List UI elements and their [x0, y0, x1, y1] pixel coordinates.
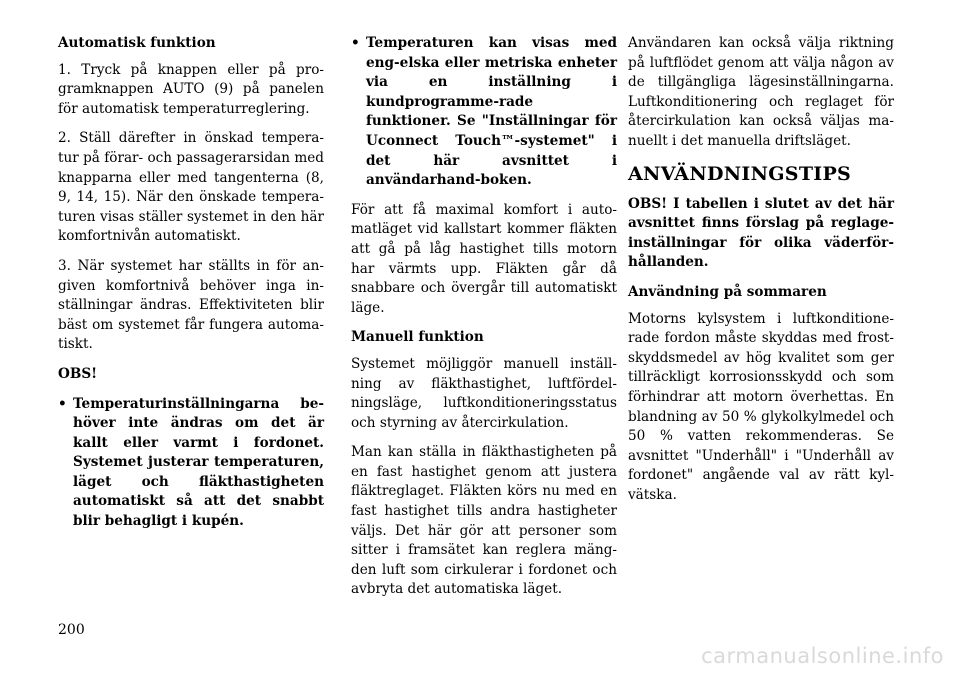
column-left [58, 34, 324, 542]
cold-start-paragraph: För att få maximal komfort i auto-matläget vid kallstart kommer fläkten att gå på låg hastighet tills motorn har värmts upp. Fläkten går då snabbare och övergår till automatiskt läge. [351, 201, 617, 316]
obs-table-note: OBS! I tabellen i slutet av det här avsnittet finns förslag på reglage-inställningar för olika väderför-hållanden. [628, 195, 894, 271]
bullet-glyph: • [351, 35, 360, 51]
obs-bullet-temperature [58, 395, 324, 532]
coolant-paragraph: Motorns kylsystem i luftkonditione-rade fordon måste skyddas med frost-skyddsmedel av hög kvalitet som ger tillräckligt korrosionsskydd och som förhindrar att motorn överhettas. En blandning av 50 % glykolkylmedel och 50 % vatten rekommenderas. Se avsnittet "Underhåll" i "Underhåll av fordonet" angående val av rätt kyl-vätska. [628, 310, 894, 503]
heading-manuell-funktion: Manuell funktion [351, 329, 484, 346]
step-2-paragraph: 2. Ställ därefter in önskad tempera-tur på förar- och passagerarsidan med knapparna eller med tangenterna (8, 9, 14, 15). När den önskade tempera-turen visas ställer systemet in den här komfortnivån automatiskt. [58, 130, 324, 245]
column-middle [351, 34, 617, 610]
watermark: carmanualsonline.info [701, 644, 944, 668]
units-list [351, 34, 617, 191]
units-bullet-text: Temperaturen kan visas med eng-elska eller metriska enheter via en inställning i kundprogramme-rade funktioner. Se "Inställningar för Uconnect Touch™-systemet" i det här avsnittet i användarhand-boken. [366, 35, 617, 189]
page-number: 200 [58, 622, 85, 638]
obs-label: OBS! [58, 365, 98, 382]
step-1-paragraph: 1. Tryck på knappen eller på pro-gramknappen AUTO (9) på panelen för automatisk temperaturreglering. [58, 61, 324, 117]
units-bullet [351, 34, 617, 191]
manual-intro-paragraph: Systemet möjliggör manuell inställ-ning av fläkthastighet, luftfördel-ningsläge, luftkonditioneringsstatus och styrning av återcirkulation. [351, 355, 617, 431]
column-right [628, 34, 894, 515]
obs-list [58, 395, 324, 532]
section-title-tips: ANVÄNDNINGSTIPS [628, 162, 852, 185]
step-3-paragraph: 3. När systemet har ställts in för an-given komfortnivå behöver inga in-ställningar ändras. Effektiviteten blir bäst om systemet får fungera automa-tiskt. [58, 257, 324, 353]
airflow-paragraph: Användaren kan också välja riktning på luftflödet genom att välja någon av de tillgängliga lägesinställningarna. Luftkonditionering och reglaget för återcirkulation kan också väljas ma-nuellt i det manuella driftsläget. [628, 35, 894, 149]
fan-speed-paragraph: Man kan ställa in fläkthastigheten på en fast hastighet genom att justera fläktreglaget. Fläkten körs nu med en fast hastighet tills andra hastigheter väljs. Det här gör att personer som sitter i framsätet kan reglera mäng-den luft som cirkulerar i fordonet och avbryta det automatiska läget. [351, 444, 617, 598]
heading-summer-use: Användning på sommaren [628, 283, 827, 300]
bullet-glyph: • [58, 395, 67, 412]
heading-automatisk-funktion: Automatisk funktion [58, 35, 216, 51]
obs-bullet-text: Temperaturinställningarna be-höver inte ändras om det är kallt eller varmt i fordonet. Systemet justerar temperaturen, läget och fläkthastigheten automatiskt så att det snabbt blir behagligt i kupén. [73, 395, 324, 530]
